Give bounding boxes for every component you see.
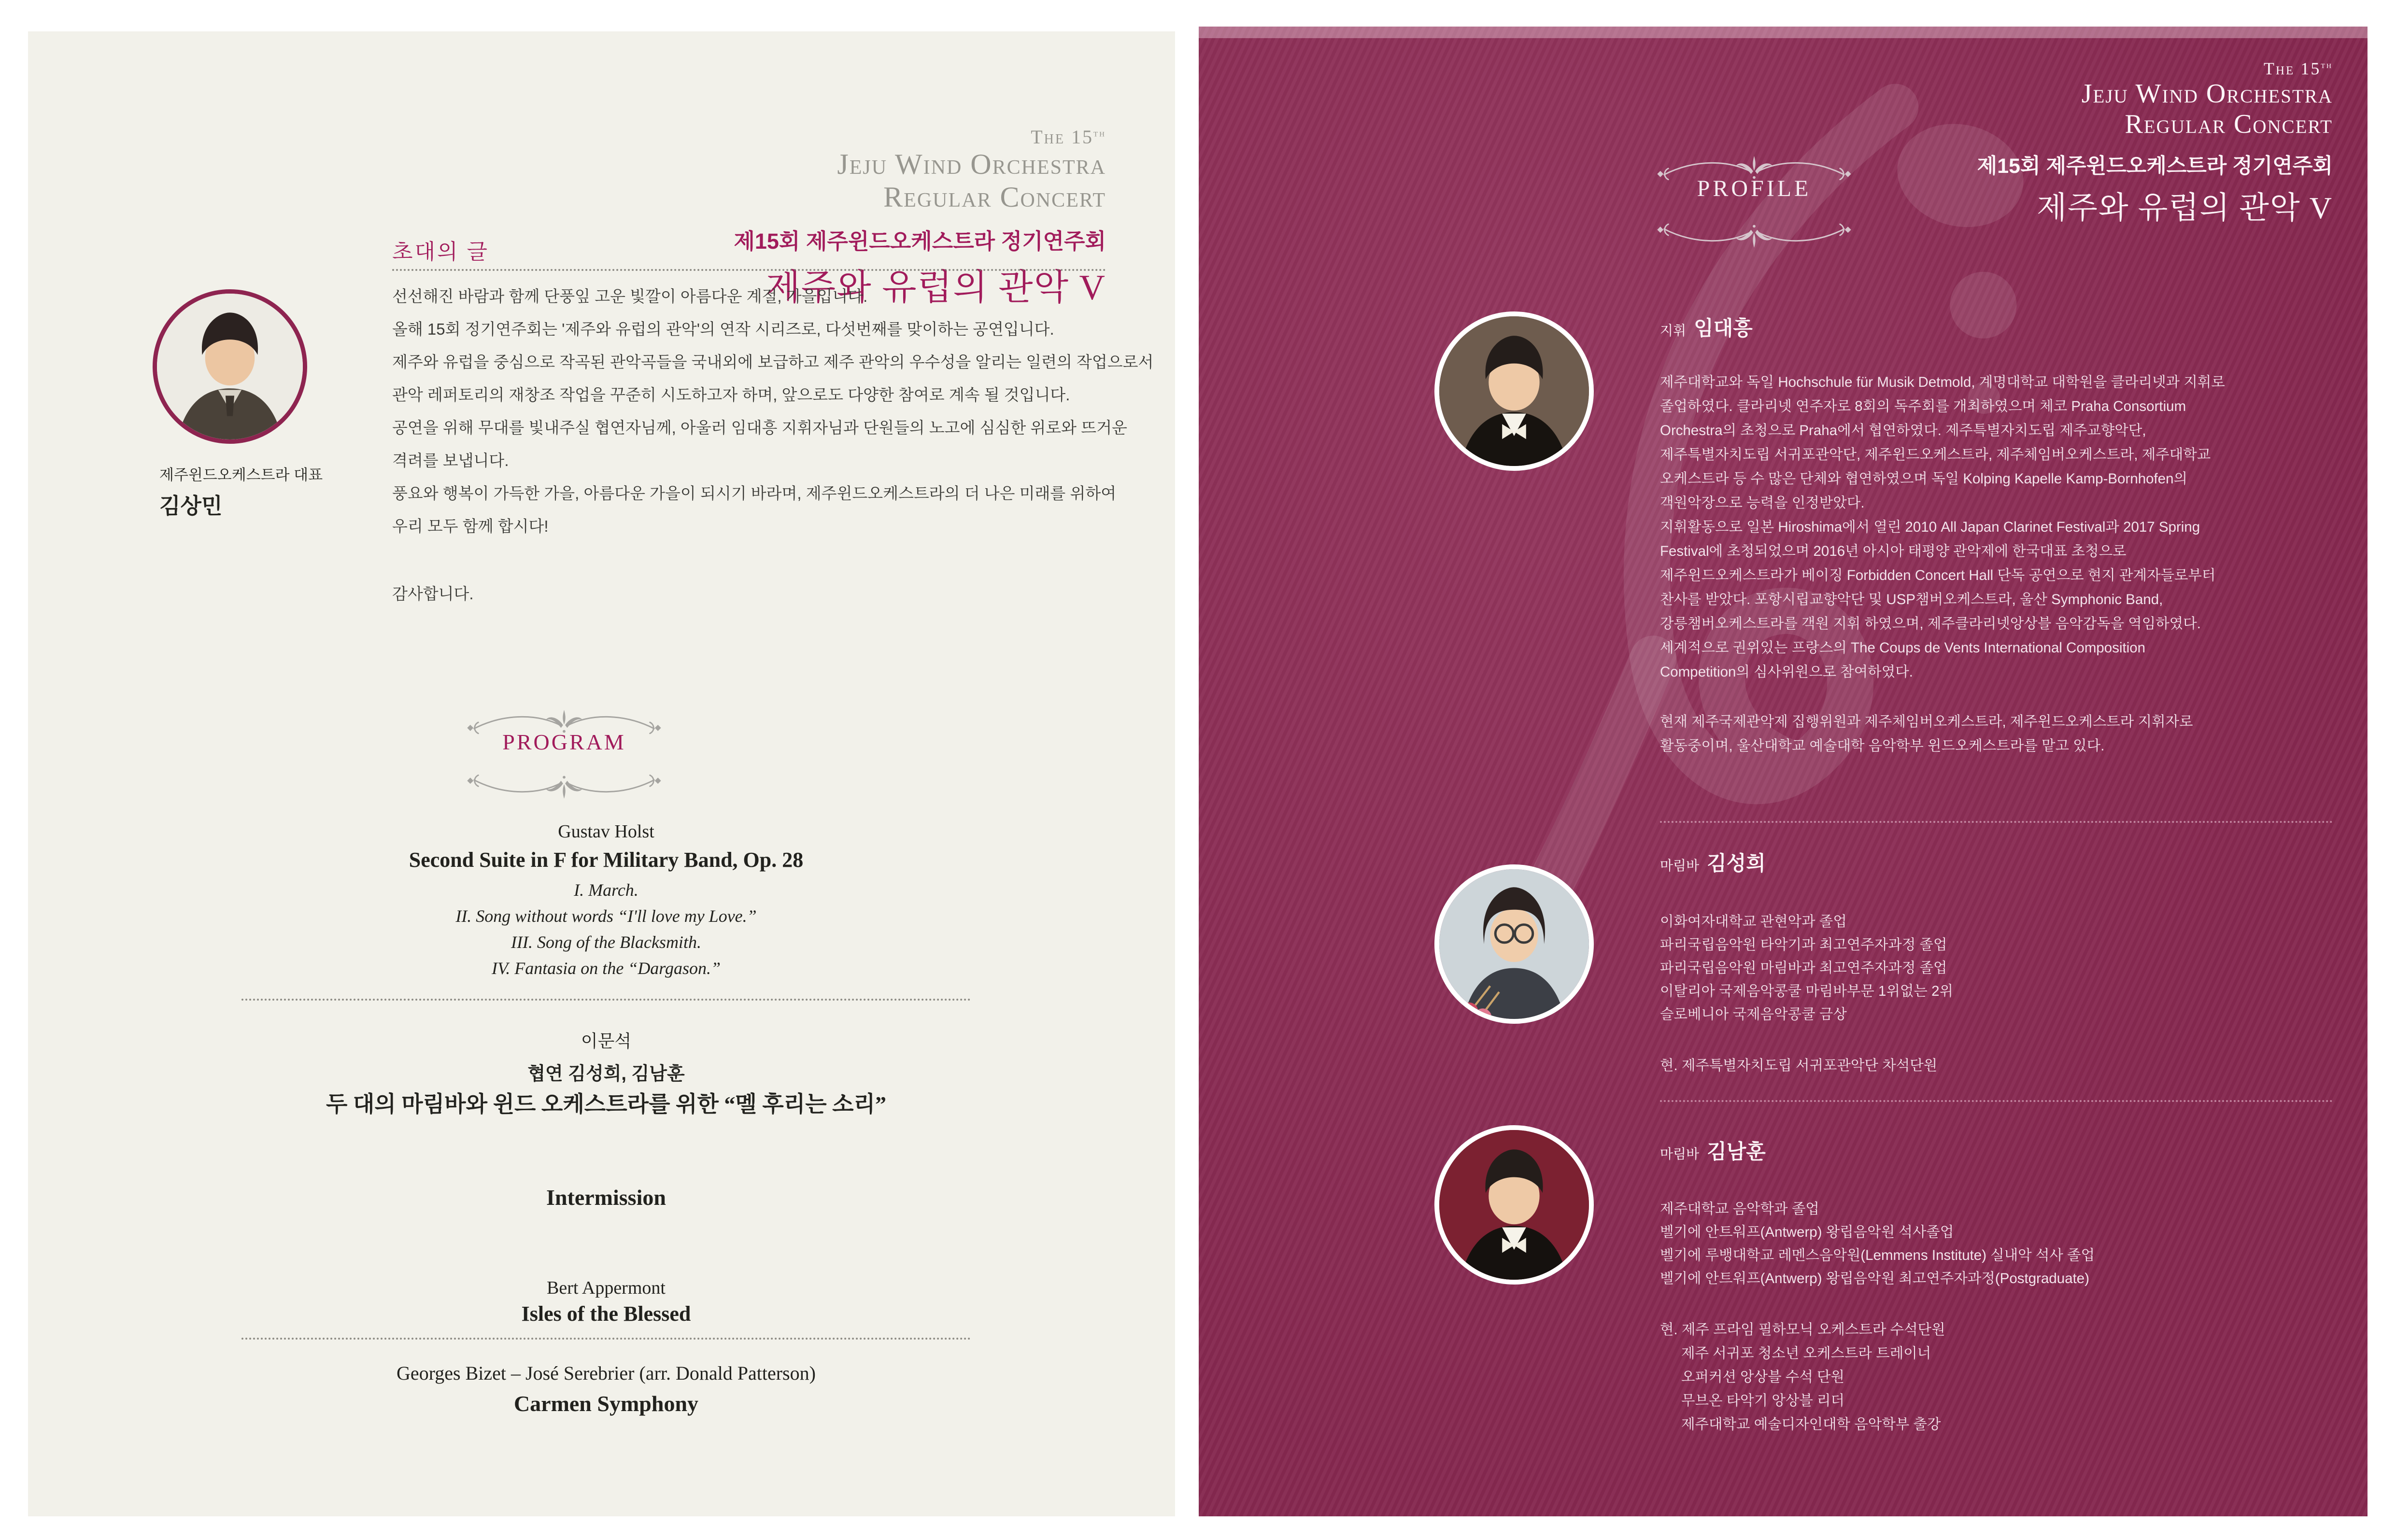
profile-heading-marimba1	[1660, 848, 1766, 876]
invitation-line: 제주와 유럽을 중심으로 작곡된 관악곡들을 국내외에 보급하고 제주 관악의 우수성을 알리는 일련의 작업으로서	[392, 353, 1154, 371]
profile-role: 지휘	[1660, 323, 1687, 338]
program-composer: 이문석	[581, 1031, 632, 1051]
program-composer: Gustav Holst	[558, 821, 654, 842]
divider-dotted	[1660, 1100, 2333, 1102]
concert-subtitle-kr: 제15회 제주윈드오케스트라 정기연주회	[734, 228, 1106, 254]
divider-dotted	[241, 1338, 971, 1340]
bio-line: 제주대학교와 독일 Hochschule für Musik Detmold, 계명대학교 대학원을 클라리넷과 지휘로	[1660, 374, 2225, 390]
invitation-body	[392, 280, 1154, 610]
invitation-line: 우리 모두 함께 합시다!	[392, 517, 549, 535]
bio-line: 파리국립음악원 타악기과 최고연주자과정 졸업	[1660, 937, 1947, 953]
portrait-kim-namhoon	[1434, 1125, 1594, 1285]
program-work: Second Suite in F for Military Band, Op. 28	[409, 848, 804, 872]
bio-line: 오퍼커션 앙상블 수석 단원	[1681, 1369, 1845, 1385]
caption-role: 제주윈드오케스트라 대표	[159, 466, 323, 483]
divider-dotted	[1660, 821, 2333, 823]
bio-line: 세계적으로 권위있는 프랑스의 The Coups de Vents International Composition	[1660, 640, 2146, 656]
profile-heading-conductor	[1660, 312, 1753, 341]
profile-name: 임대흥	[1694, 317, 1753, 339]
portrait-lim-daeheung	[1434, 311, 1594, 471]
orchestra-title-line2: Regular Concert	[2125, 109, 2333, 140]
program-composer: Bert Appermont	[547, 1278, 666, 1298]
conductor-bio	[1660, 370, 2346, 684]
portrait-caption	[159, 463, 323, 520]
concert-title-kr: 제주와 유럽의 관악 V	[2037, 190, 2333, 225]
bio-line: 졸업하였다. 클라리넷 연주자로 8회의 독주회를 개최하였으며 체코 Praha Consortium	[1660, 398, 2186, 414]
program-work: Carmen Symphony	[513, 1391, 699, 1416]
program-label: PROGRAM	[502, 730, 626, 754]
portrait-kim-seonghee	[1434, 864, 1594, 1024]
marimba1-bio-current	[1660, 1054, 2346, 1077]
portrait-photo	[1439, 1130, 1589, 1280]
bio-line: 파리국립음악원 마림바과 최고연주자과정 졸업	[1660, 960, 1947, 976]
marimba2-bio	[1660, 1198, 2346, 1290]
bio-line: 객원악장으로 능력을 인정받았다.	[1660, 495, 1865, 511]
bio-line: Competition의 심사위원으로 참여하였다.	[1660, 664, 1913, 680]
invitation-line: 선선해진 바람과 함께 단풍잎 고운 빛깔이 아름다운 계절, 가을입니다.	[392, 287, 868, 305]
profile-role: 마림바	[1660, 858, 1700, 873]
concert-title-kr: 제주와 유럽의 관악 V	[766, 268, 1106, 308]
flourish-ornament-icon	[460, 762, 668, 804]
bio-line: 무브온 타악기 앙상블 리더	[1681, 1393, 1845, 1409]
profile-label: PROFILE	[1697, 176, 1812, 201]
invitation-line: 격려를 보냅니다.	[392, 452, 509, 469]
invitation-line: 감사합니다.	[392, 585, 474, 603]
caption-name: 김상민	[159, 494, 223, 518]
bio-line: 강릉챔버오케스트라를 객원 지휘 하였으며, 제주클라리넷앙상블 음악감독을 역임하였다.	[1660, 616, 2201, 632]
marimba1-bio	[1660, 910, 2346, 1026]
portrait-photo	[157, 294, 303, 439]
bio-line: 이화여자대학교 관현악과 졸업	[1660, 914, 1847, 930]
profile-role: 마림바	[1660, 1146, 1700, 1161]
invitation-heading: 초대의 글	[392, 240, 490, 264]
portrait-photo	[1439, 316, 1589, 466]
bio-line: 제주대학교 음악학과 졸업	[1660, 1201, 1819, 1217]
program-collaborators: 협연 김성희, 김남훈	[527, 1064, 685, 1084]
orchestra-title-line1: Jeju Wind Orchestra	[2081, 79, 2333, 109]
bio-line: 제주 서귀포 청소년 오케스트라 트레이너	[1681, 1345, 1931, 1361]
bio-line: 현재 제주국제관악제 집행위원과 제주체임버오케스트라, 제주윈드오케스트라 지휘자로	[1660, 714, 2193, 730]
edition-eyebrow: The 15th	[1031, 126, 1106, 148]
invitation-line: 공연을 위해 무대를 빛내주실 협연자님께, 아울러 임대흥 지휘자님과 단원들의 노고에 심심한 위로와 뜨거운	[392, 419, 1127, 437]
right-title-block	[1977, 58, 2333, 227]
portrait-photo	[1439, 869, 1589, 1019]
bio-line: 제주윈드오케스트라가 베이징 Forbidden Concert Hall 단독 공연으로 현지 관계자들로부터	[1660, 567, 2216, 583]
orchestra-title-line2: Regular Concert	[883, 181, 1106, 213]
bio-line: Festival에 초청되었으며 2016년 아시아 태평양 관악제에 한국대표 초청으로	[1660, 543, 2127, 559]
divider-dotted	[392, 269, 1106, 271]
bio-line: 벨기에 안트워프(Antwerp) 왕립음악원 석사졸업	[1660, 1224, 1954, 1240]
bio-line: Orchestra의 초청으로 Praha에서 협연하였다. 제주특별자치도립 제주교향악단,	[1660, 423, 2146, 438]
invitation-line: 풍요와 행복이 가득한 가을, 아름다운 가을이 되시기 바라며, 제주윈드오케스트라의 더 나은 미래를 위하여	[392, 484, 1117, 502]
bio-line: 현. 제주 프라임 필하모닉 오케스트라 수석단원	[1660, 1322, 1945, 1338]
program-composer: Georges Bizet – José Serebrier (arr. Donald Patterson)	[397, 1362, 816, 1384]
bio-line: 제주대학교 예술디자인대학 음악학부 출강	[1681, 1416, 1941, 1432]
edition-eyebrow: The 15th	[2264, 59, 2333, 78]
concert-subtitle-kr: 제15회 제주윈드오케스트라 정기연주회	[1977, 154, 2333, 178]
program-intermission: Intermission	[546, 1185, 666, 1210]
portrait-kim-sangmin	[153, 289, 307, 444]
program-movement: II. Song without words “I'll love my Love.”	[455, 906, 757, 926]
invitation-line: 관악 레퍼토리의 재창조 작업을 꾸준히 시도하고자 하며, 앞으로도 다양한 참여로 계속 될 것입니다.	[392, 386, 1070, 404]
invitation-line: 올해 15회 정기연주회는 '제주와 유럽의 관악'의 연작 시리즈로, 다섯번째를 맞이하는 공연입니다.	[392, 320, 1054, 338]
divider-dotted	[241, 999, 971, 1001]
bio-line: 찬사를 받았다. 포항시립교향악단 및 USP챔버오케스트라, 울산 Symphonic Band,	[1660, 592, 2163, 608]
bio-line: 지휘활동으로 일본 Hiroshima에서 열린 2010 All Japan Clarinet Festival과 2017 Spring	[1660, 519, 2200, 535]
program-movement: IV. Fantasia on the “Dargason.”	[491, 959, 721, 978]
page-left	[28, 31, 1175, 1516]
conductor-bio-current	[1660, 710, 2346, 758]
bio-line: 제주특별자치도립 서귀포관악단, 제주윈드오케스트라, 제주체임버오케스트라, 제주대학교	[1660, 447, 2211, 463]
bio-line: 현. 제주특별자치도립 서귀포관악단 차석단원	[1660, 1058, 1938, 1074]
bio-line: 이탈리아 국제음악콩쿨 마림바부문 1위없는 2위	[1660, 983, 1954, 999]
bio-line: 오케스트라 등 수 많은 단체와 협연하였으며 독일 Kolping Kapelle Kamp-Bornhofen의	[1660, 471, 2188, 487]
orchestra-title-line1: Jeju Wind Orchestra	[837, 148, 1106, 180]
profile-heading-marimba2	[1660, 1136, 1766, 1165]
marimba2-bio-current	[1660, 1318, 2346, 1436]
profile-name: 김성희	[1707, 852, 1766, 875]
program-work: 두 대의 마림바와 윈드 오케스트라를 위한 “멜 후리는 소리”	[326, 1092, 887, 1116]
flourish-ornament-icon	[1650, 211, 1858, 253]
program-movement: I. March.	[574, 880, 638, 900]
bio-line: 벨기에 안트워프(Antwerp) 왕립음악원 최고연주자과정(Postgraduate)	[1660, 1271, 2090, 1286]
program-movement: III. Song of the Blacksmith.	[511, 932, 701, 952]
bio-line: 활동중이며, 울산대학교 예술대학 음악학부 윈드오케스트라를 맡고 있다.	[1660, 738, 2105, 754]
profile-name: 김남훈	[1707, 1140, 1766, 1163]
bio-line: 슬로베니아 국제음악콩쿨 금상	[1660, 1006, 1847, 1022]
program-work: Isles of the Blessed	[521, 1302, 691, 1326]
bio-line: 벨기에 루뱅대학교 레멘스음악원(Lemmens Institute) 실내악 석사 졸업	[1660, 1247, 2095, 1263]
page-right	[1199, 27, 2368, 1516]
